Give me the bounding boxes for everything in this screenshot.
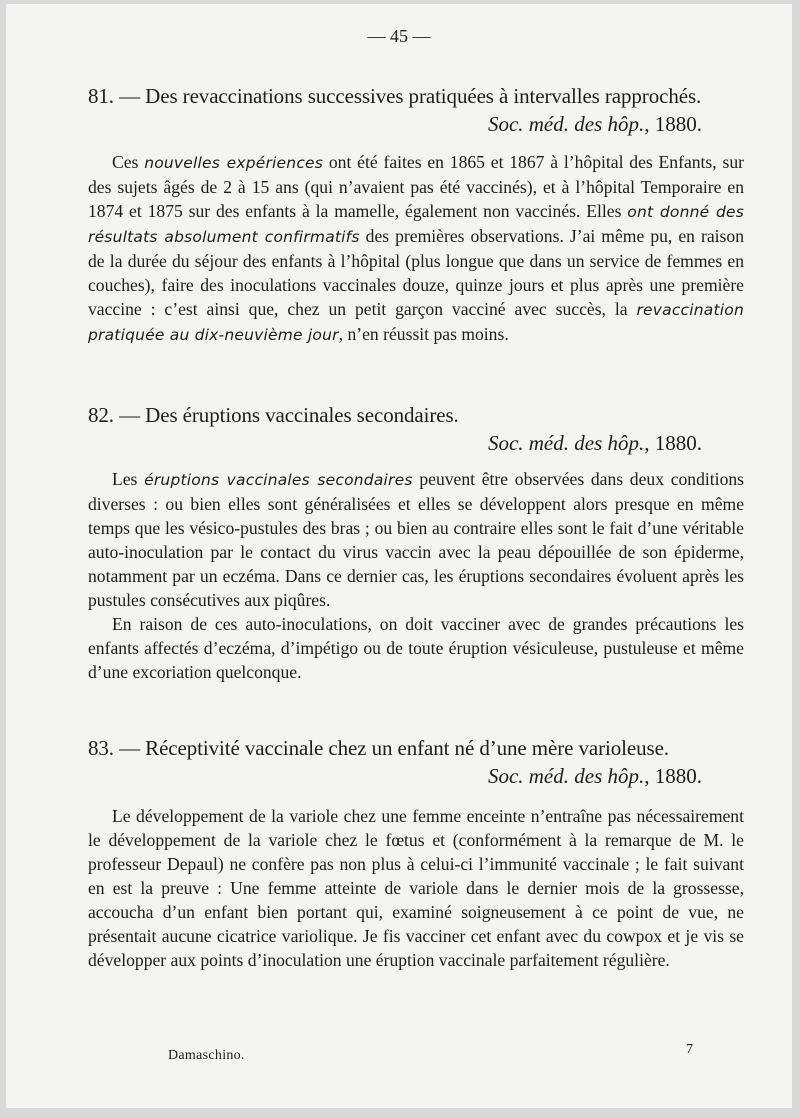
body-text: des premières observations. J’ai même pu, en raison de la durée du séjour des enfants à l’hôpital (plus longue que dans un service de femmes en couches), faire des inoculations vaccinales douze, quinze jours et plus après une première vaccine : c’est ainsi que, chez un petit garçon vacciné avec succès, la — [88, 226, 744, 319]
body-text: Les — [112, 469, 145, 489]
emphasis-text: revaccination pratiquée au dix-neuvième jour — [88, 301, 744, 344]
section-number: 83. — [88, 736, 114, 760]
source-journal: Soc. méd. des hôp. — [487, 431, 645, 455]
section-heading: 82. — Des éruptions vaccinales secondaires. — [88, 403, 459, 427]
source-journal: Soc. méd. des hôp. — [487, 764, 645, 788]
paragraph — [88, 467, 744, 612]
body-text: En raison de ces auto-inoculations, on doit vacciner avec de grandes précautions les enfants affectés d’eczéma, d’impétigo ou de toute éruption vésiculeuse, pustuleuse et même d’une excoriation quelconque. — [88, 614, 744, 682]
body-text: Le développement de la variole chez une femme enceinte n’entraîne pas nécessairement le développement de la variole chez le fœtus et (conformément à la remarque de M. le professeur Depaul) ne confère pas non plus à celui-ci l’immunité vaccinale ; le fait suivant en est la preuve : Une femme atteinte de variole dans le dernier mois de la grossesse, accoucha d’un enfant bien portant qui, examiné soigneusement à ce point de vue, ne présentait aucune cicatrice variolique. Je fis vacciner cet enfant avec du cowpox et je vis se développer aux points d’inoculation une éruption vaccinale parfaitement régulière. — [88, 806, 744, 970]
source-year: , 1880. — [644, 764, 702, 788]
section-source — [88, 110, 744, 138]
body-text: , n’en réussit pas moins. — [338, 324, 509, 344]
paragraph — [88, 804, 744, 972]
section-source — [88, 429, 744, 457]
section-heading: 81. — Des revaccinations successives pratiquées à intervalles rapprochés. — [88, 84, 702, 108]
section-source — [88, 762, 744, 790]
document-page — [6, 4, 792, 1108]
source-year: , 1880. — [644, 112, 702, 136]
emphasis-text: nouvelles expériences — [144, 154, 324, 172]
section-82 — [88, 401, 744, 684]
body-text: Ces — [112, 152, 145, 172]
section-81 — [88, 82, 744, 347]
paragraph — [88, 150, 744, 347]
section-body — [88, 804, 744, 972]
section-heading: 83. — Réceptivité vaccinale chez un enfant né d’une mère varioleuse. — [88, 736, 669, 760]
section-number: 81. — [88, 84, 114, 108]
page-number: — 45 — — [367, 26, 431, 46]
section-body — [88, 467, 744, 684]
body-text: ont été faites en 1865 et 1867 à l’hôpital des Enfants, sur des sujets âgés de 2 à 15 ans (qui n’avaient pas été vaccinés), et à l’hôpital Temporaire en 1874 et 1875 sur des enfants à la mamelle, également non vaccinés. Elles — [88, 152, 744, 221]
emphasis-text: ont donné des résultats absolument confirmatifs — [88, 203, 744, 246]
body-text: peuvent être observées dans deux conditions diverses : ou bien elles sont généralisées et elles se développent alors presque en même temps que les vésico-pustules des bras ; ou bien au contraire elles sont le fait d’une véritable auto-inoculation par le contact du virus vaccin avec la peau dépouillée de son épiderme, notamment par un eczéma. Dans ce dernier cas, les éruptions secondaires évoluent après les pustules consécutives aux piqûres. — [88, 469, 745, 610]
section-body — [88, 150, 744, 347]
emphasis-text: éruptions vaccinales secondaires — [144, 471, 413, 489]
section-title: Réceptivité vaccinale chez un enfant né d’une mère varioleuse. — [145, 736, 669, 760]
footer-author: Damaschino. — [168, 1048, 245, 1063]
section-number: 82. — [88, 403, 114, 427]
section-title: Des revaccinations successives pratiquées à intervalles rapprochés. — [145, 84, 702, 108]
source-year: , 1880. — [644, 431, 702, 455]
section-83 — [88, 734, 744, 972]
source-journal: Soc. méd. des hôp. — [487, 112, 645, 136]
section-title: Des éruptions vaccinales secondaires. — [145, 403, 459, 427]
paragraph — [88, 612, 744, 684]
signature-mark: 7 — [686, 1042, 693, 1057]
